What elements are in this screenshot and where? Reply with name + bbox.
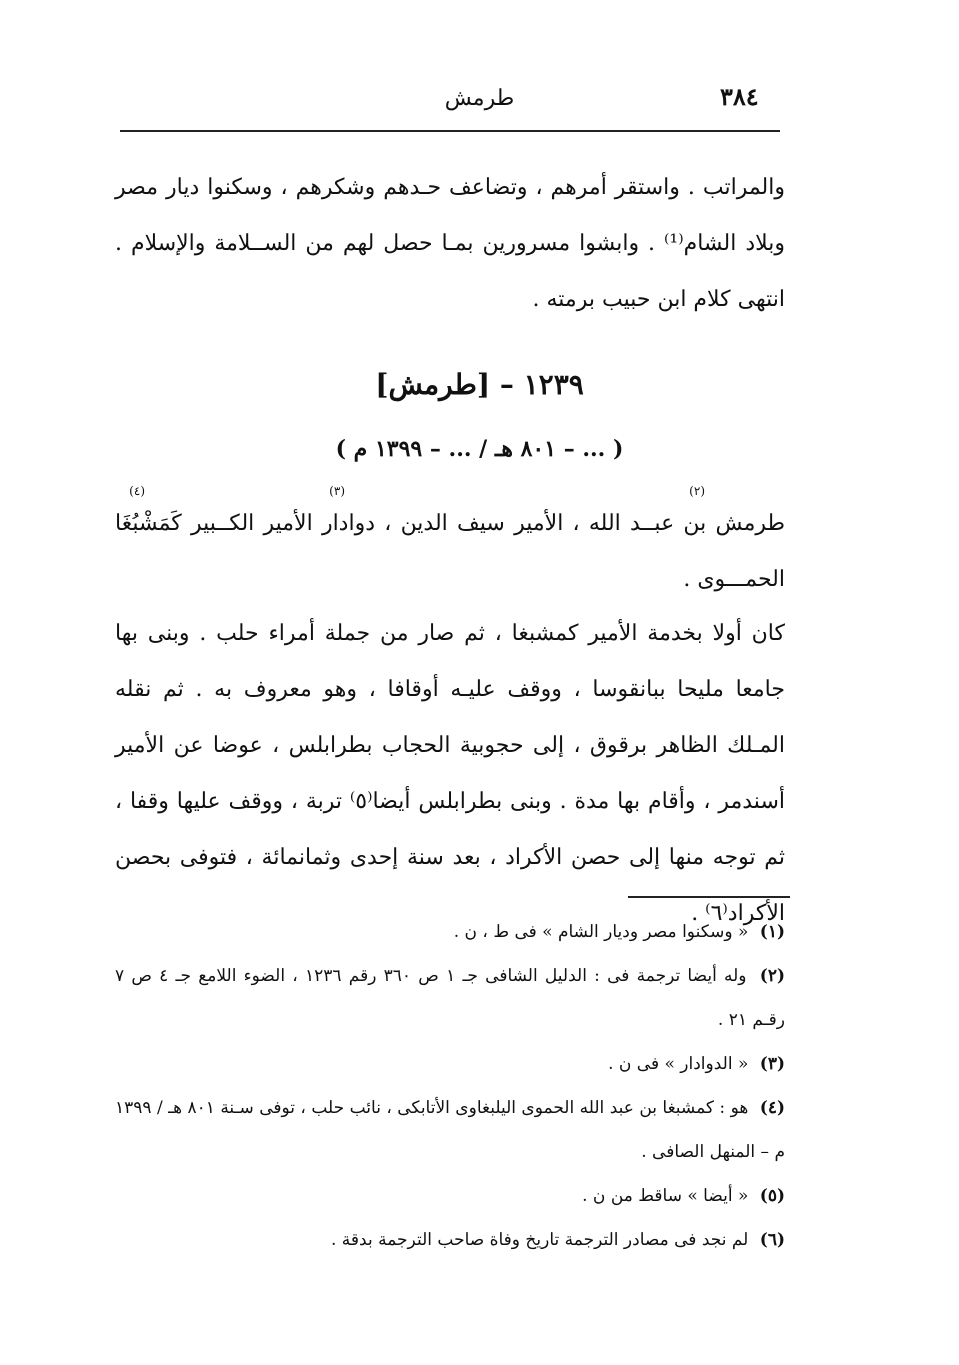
footnote-text: « أيضا » ساقط من ن . [582, 1186, 749, 1206]
footnote-number: (٤) [759, 1098, 786, 1118]
intro-paragraph: والمراتب . واستقر أمرهم ، وتضاعف حـدهم وشكرهم ، وسكنوا ديار مصر وبلاد الشام⁽¹⁾ . وابشوا مسرورين بمـا حصل لهم من الســلامة والإسلام . انتهى كلام ابن حبيب برمته . [115, 175, 785, 312]
footnote-text: وله أيضا ترجمة فى : الدليل الشافى جـ ١ ص ٣٦٠ رقم ١٢٣٦ ، الضوء اللامع جـ ٤ ص ٧ رقـم ٢١ . [115, 966, 785, 1030]
footnote-5 [115, 1174, 785, 1218]
footnote-number: (٣) [759, 1054, 785, 1074]
footnote-6 [115, 1218, 785, 1262]
footnote-1 [115, 910, 785, 954]
header-divider [120, 130, 780, 132]
entry-name-line: طرمش بن عبــد الله ، الأمير سيف الدين ، دوادار الأمير الكــبير كَمَشْبُغَا الحمـــوى . [115, 511, 785, 592]
footnote-text: « الدوادار » فى ن . [608, 1054, 749, 1074]
footnote-number: (٦) [759, 1230, 785, 1250]
running-header-title: طرمش [444, 86, 515, 111]
footnote-number: (٢) [759, 966, 785, 986]
entry-body: كان أولا بخدمة الأمير كمشبغا ، ثم صار من جملة أمراء حلب . وبنى بها جامعا مليحا ببانقوسا ، ووقف عليـه أوقافا ، وهو معروف به . ثم نقله المـلك الظاهر برقوق ، إلى حجوبية الحجاب بطرابلس ، عوضا عن الأمير أسندمر ، وأقام بها مدة . وبنى بطرابلس أيضا⁽٥⁾ تربة ، ووقف عليها وقفا ، ثم توجه منها إلى حصن الأكراد ، بعد سنة إحدى وثمانمائة ، فتوفى بحصن الأكراد⁽٦⁾ . [115, 621, 785, 926]
footnote-number: (٥) [759, 1186, 785, 1206]
page-number: ٣٨٤ [720, 82, 759, 111]
footnote-text: هو : كمشبغا بن عبد الله الحموى اليلبغاوى الأتابكى ، نائب حلب ، توفى سـنة ٨٠١ هـ / ١٣٩٩ م – المنهل الصافى . [115, 1098, 785, 1162]
footnote-divider [628, 896, 790, 898]
footnote-4 [115, 1086, 785, 1174]
footnote-3 [115, 1042, 785, 1086]
footnote-mark-4: (٤) [129, 484, 145, 498]
footnote-text: « وسكنوا مصر وديار الشام » فى ط ، ن . [453, 922, 749, 942]
entry-heading: ١٢٣٩ – [طرمش] [375, 368, 584, 401]
entry-dates: ( ... – ٨٠١ هـ / ... – ١٣٩٩ م ) [335, 436, 624, 462]
footnote-mark-2: (٢) [689, 484, 705, 498]
footnotes-section [115, 910, 785, 1262]
footnote-mark-3: (٣) [329, 484, 345, 498]
footnote-2 [115, 954, 785, 1042]
footnote-text: لم نجد فى مصادر الترجمة تاريخ وفاة صاحب الترجمة بدقة . [331, 1230, 749, 1250]
footnote-number: (١) [759, 922, 785, 942]
